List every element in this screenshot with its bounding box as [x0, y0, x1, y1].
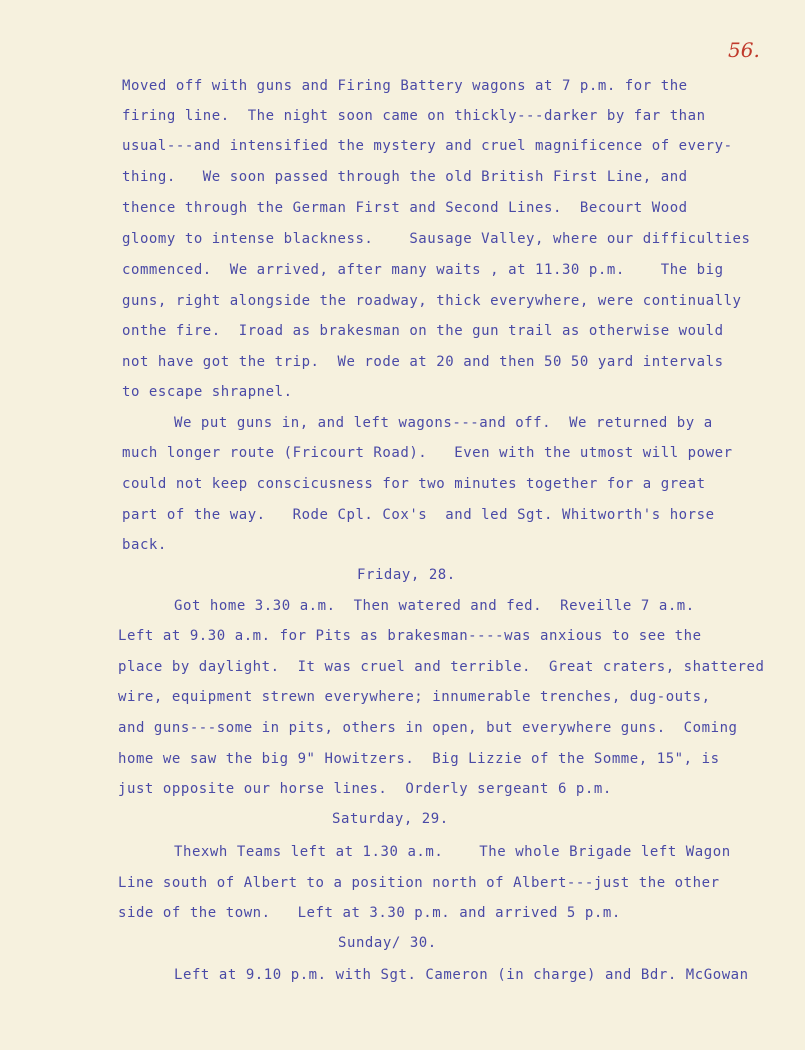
text-line: could not keep conscicusness for two minutes together for a great	[122, 476, 706, 492]
text-line: home we saw the big 9" Howitzers. Big Lizzie of the Somme, 15", is	[118, 751, 720, 767]
date-heading: Sunday/ 30.	[338, 935, 437, 951]
text-line: Thexwh Teams left at 1.30 a.m. The whole Brigade left Wagon	[174, 844, 731, 860]
text-line: gloomy to intense blackness. Sausage Valley, where our difficulties	[122, 231, 751, 247]
text-line: back.	[122, 537, 167, 553]
text-line: place by daylight. It was cruel and terrible. Great craters, shattered	[118, 659, 765, 675]
text-line: Got home 3.30 a.m. Then watered and fed. Reveille 7 a.m.	[174, 598, 695, 614]
text-line: onthe fire. Iroad as brakesman on the gun trail as otherwise would	[122, 323, 724, 339]
text-line: and guns---some in pits, others in open, but everywhere guns. Coming	[118, 720, 738, 736]
page-number: 56.	[728, 38, 760, 62]
text-line: Moved off with guns and Firing Battery wagons at 7 p.m. for the	[122, 78, 688, 94]
text-line: commenced. We arrived, after many waits , at 11.30 p.m. The big	[122, 262, 724, 278]
text-line: thence through the German First and Second Lines. Becourt Wood	[122, 200, 688, 216]
text-line: part of the way. Rode Cpl. Cox's and led Sgt. Whitworth's horse	[122, 507, 715, 523]
text-line: firing line. The night soon came on thickly---darker by far than	[122, 108, 706, 124]
text-line: not have got the trip. We rode at 20 and then 50 50 yard intervals	[122, 354, 724, 370]
date-heading: Saturday, 29.	[332, 811, 449, 827]
text-line: just opposite our horse lines. Orderly sergeant 6 p.m.	[118, 781, 612, 797]
text-line: Line south of Albert to a position north of Albert---just the other	[118, 875, 720, 891]
text-line: usual---and intensified the mystery and cruel magnificence of every-	[122, 138, 733, 154]
date-heading: Friday, 28.	[357, 567, 456, 583]
text-line: to escape shrapnel.	[122, 384, 293, 400]
text-line: wire, equipment strewn everywhere; innumerable trenches, dug-outs,	[118, 689, 711, 705]
text-line: guns, right alongside the roadway, thick everywhere, were continually	[122, 293, 742, 309]
text-line: side of the town. Left at 3.30 p.m. and arrived 5 p.m.	[118, 905, 621, 921]
text-line: Left at 9.10 p.m. with Sgt. Cameron (in charge) and Bdr. McGowan	[174, 967, 749, 983]
text-line: We put guns in, and left wagons---and off. We returned by a	[174, 415, 713, 431]
text-line: Left at 9.30 a.m. for Pits as brakesman----was anxious to see the	[118, 628, 702, 644]
text-line: thing. We soon passed through the old British First Line, and	[122, 169, 688, 185]
text-line: much longer route (Fricourt Road). Even with the utmost will power	[122, 445, 733, 461]
